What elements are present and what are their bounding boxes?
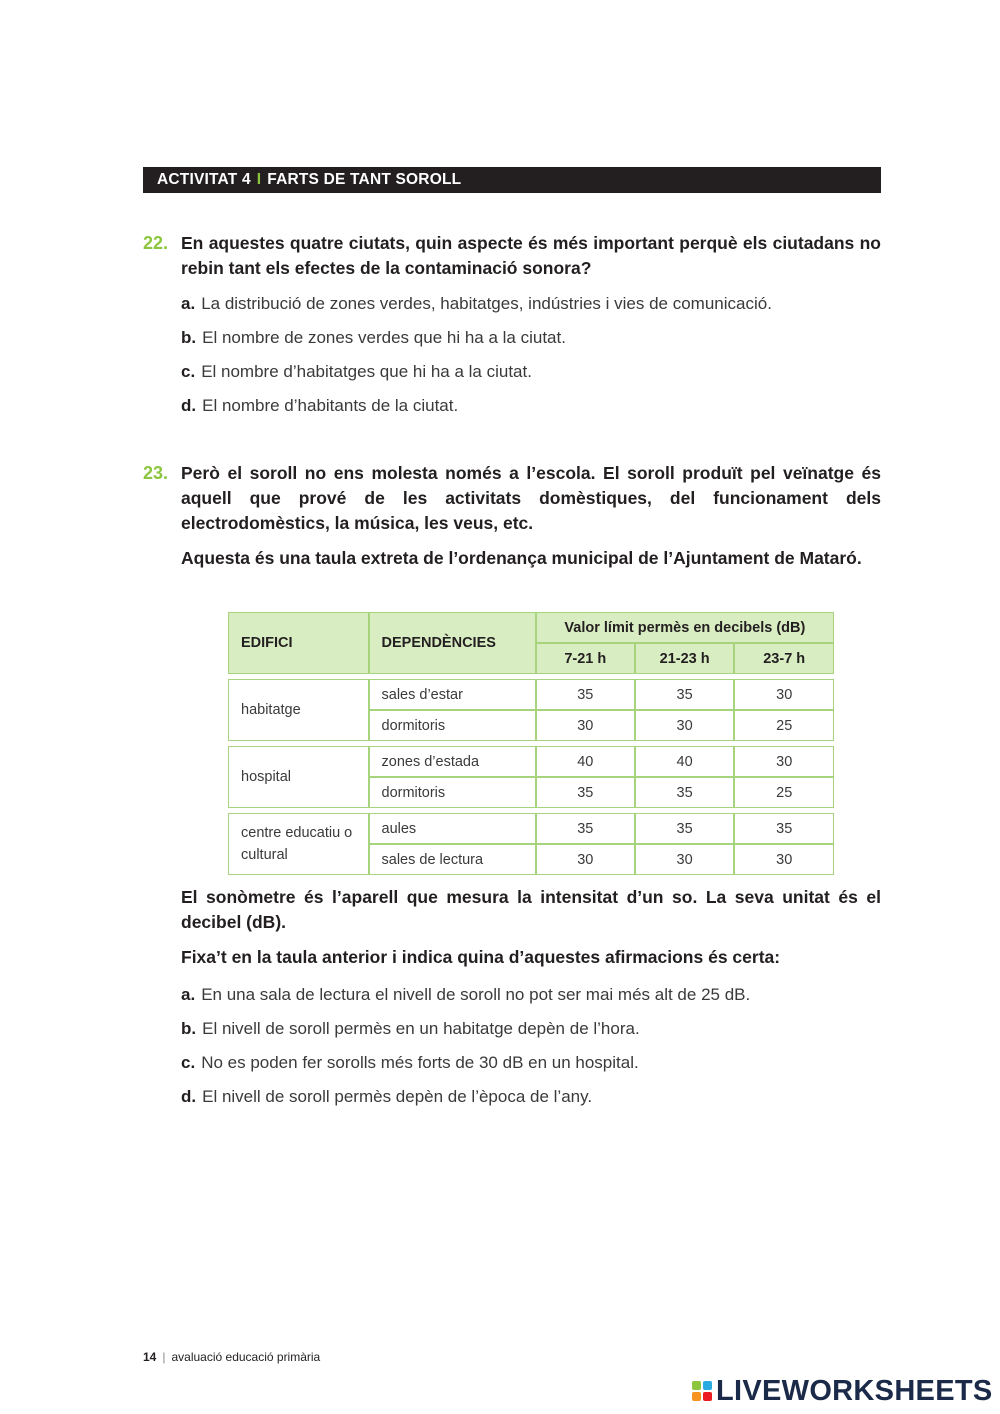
option-a[interactable] <box>181 978 881 1012</box>
option-text: El nombre de zones verdes que hi ha a la ciutat. <box>202 328 566 347</box>
option-letter: b. <box>181 328 197 347</box>
option-text: El nivell de soroll permès en un habitatge depèn de l’hora. <box>202 1019 640 1038</box>
value-cell: 30 <box>536 710 635 741</box>
value-cell: 30 <box>734 844 834 875</box>
option-letter: d. <box>181 1087 197 1106</box>
table-row <box>228 813 834 844</box>
room-cell: dormitoris <box>369 777 536 808</box>
option-a[interactable] <box>181 287 881 321</box>
value-cell: 40 <box>536 746 635 777</box>
option-c[interactable] <box>181 355 881 389</box>
answer-options <box>181 287 881 423</box>
value-cell: 30 <box>734 746 834 777</box>
option-text: La distribució de zones verdes, habitatges, indústries i vies de comunicació. <box>201 294 772 313</box>
room-cell: aules <box>369 813 536 844</box>
question-text: Però el soroll no ens molesta només a l’escola. El soroll produït pel veïnatge és aquell que prové de les activitats domèstiques, del funcionament dels electrodomèstics, la música, les veus, etc. <box>181 463 881 533</box>
question-22 <box>143 231 881 423</box>
logo-mark-icon <box>692 1381 712 1401</box>
option-letter: c. <box>181 362 196 381</box>
logo-text: LIVEWORKSHEETS <box>716 1374 993 1407</box>
value-cell: 30 <box>536 844 635 875</box>
table-row <box>228 746 834 777</box>
question-text: En aquestes quatre ciutats, quin aspecte és més important perquè els ciutadans no rebin tant els efectes de la contaminació sonora? <box>181 233 881 278</box>
value-cell: 35 <box>536 679 635 710</box>
value-cell: 35 <box>536 777 635 808</box>
value-cell: 40 <box>635 746 735 777</box>
option-text: El nombre d’habitatges que hi ha a la ciutat. <box>201 362 532 381</box>
value-cell: 35 <box>635 777 735 808</box>
logo-square <box>703 1381 712 1390</box>
footer-separator: | <box>162 1350 166 1364</box>
option-b[interactable] <box>181 1012 881 1046</box>
liveworksheets-logo[interactable] <box>692 1376 993 1406</box>
option-letter: c. <box>181 1053 196 1072</box>
option-text: No es poden fer sorolls més forts de 30 dB en un hospital. <box>201 1053 639 1072</box>
footer-text: avaluació educació primària <box>171 1350 321 1364</box>
value-cell: 30 <box>635 710 735 741</box>
option-letter: a. <box>181 985 196 1004</box>
question-number: 23. <box>143 463 169 483</box>
value-cell: 25 <box>734 710 834 741</box>
question-23 <box>143 461 881 571</box>
header-room: DEPENDÈNCIES <box>369 612 536 674</box>
page-footer <box>143 1350 320 1364</box>
logo-square <box>692 1381 701 1390</box>
building-cell: habitatge <box>228 679 369 741</box>
room-cell: zones d’estada <box>369 746 536 777</box>
sonometer-paragraph: El sonòmetre és l’aparell que mesura la intensitat d’un so. La seva unitat és el decibel (dB). <box>181 887 881 932</box>
option-d[interactable] <box>181 389 881 423</box>
page-number: 14 <box>143 1350 157 1364</box>
header-period: 7-21 h <box>536 643 635 674</box>
question-23-continued <box>143 885 881 1114</box>
table-row <box>228 679 834 710</box>
building-cell: hospital <box>228 746 369 808</box>
header-building: EDIFICI <box>228 612 369 674</box>
activity-title: FARTS DE TANT SOROLL <box>267 171 462 188</box>
option-letter: d. <box>181 396 197 415</box>
option-c[interactable] <box>181 1046 881 1080</box>
option-text: En una sala de lectura el nivell de soroll no pot ser mai més alt de 25 dB. <box>201 985 751 1004</box>
option-b[interactable] <box>181 321 881 355</box>
question-number: 22. <box>143 233 169 253</box>
building-cell: centre educatiu o cultural <box>228 813 369 875</box>
header-separator: I <box>256 171 262 188</box>
room-cell: dormitoris <box>369 710 536 741</box>
header-period: 23-7 h <box>734 643 834 674</box>
activity-header-bar <box>143 167 881 193</box>
value-cell: 30 <box>734 679 834 710</box>
value-cell: 35 <box>734 813 834 844</box>
instruction-paragraph: Fixa’t en la taula anterior i indica quina d’aquestes afirmacions és certa: <box>181 947 781 967</box>
activity-label: ACTIVITAT 4 <box>157 171 251 188</box>
value-cell: 30 <box>635 844 735 875</box>
value-cell: 35 <box>536 813 635 844</box>
header-limit: Valor límit permès en decibels (dB) <box>536 612 834 643</box>
noise-limits-table <box>228 612 834 875</box>
header-period: 21-23 h <box>635 643 735 674</box>
value-cell: 35 <box>635 679 735 710</box>
logo-square <box>692 1392 701 1401</box>
option-letter: a. <box>181 294 196 313</box>
value-cell: 25 <box>734 777 834 808</box>
logo-square <box>703 1392 712 1401</box>
value-cell: 35 <box>635 813 735 844</box>
table-intro: Aquesta és una taula extreta de l’ordenança municipal de l’Ajuntament de Mataró. <box>181 548 862 568</box>
room-cell: sales de lectura <box>369 844 536 875</box>
option-text: El nombre d’habitants de la ciutat. <box>202 396 459 415</box>
answer-options <box>181 978 881 1114</box>
room-cell: sales d’estar <box>369 679 536 710</box>
option-letter: b. <box>181 1019 197 1038</box>
option-text: El nivell de soroll permès depèn de l’època de l’any. <box>202 1087 593 1106</box>
option-d[interactable] <box>181 1080 881 1114</box>
